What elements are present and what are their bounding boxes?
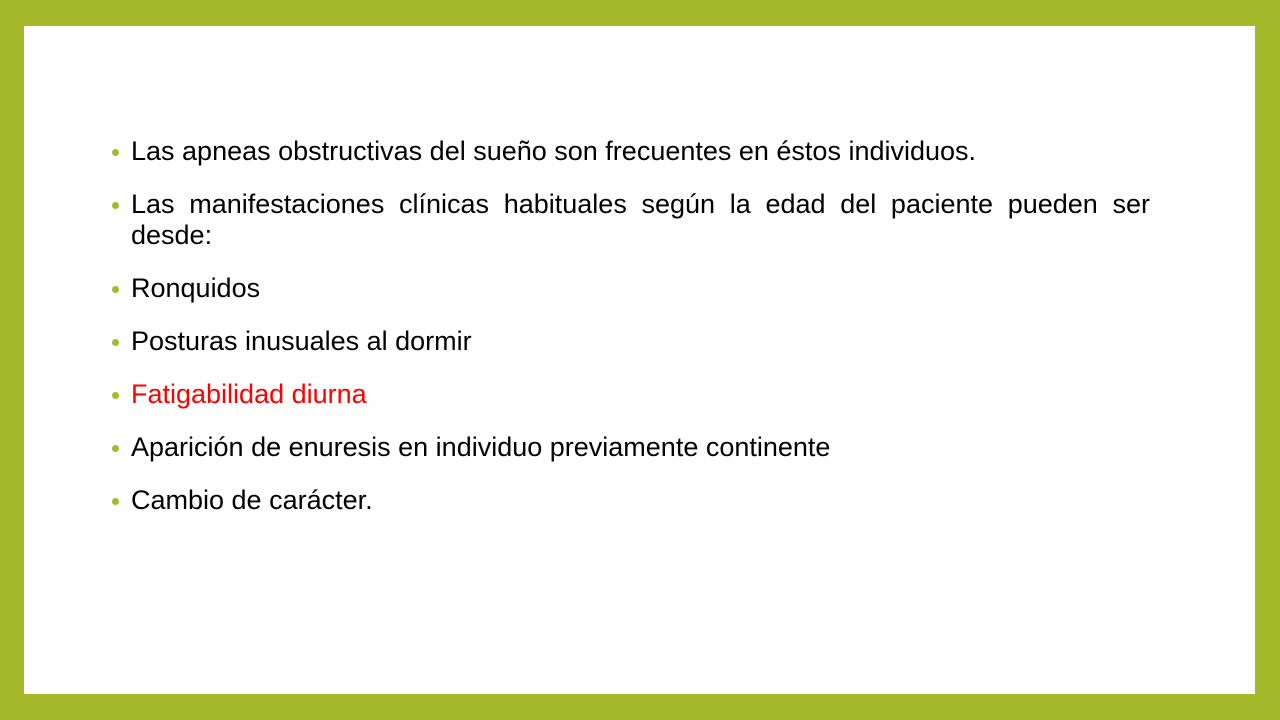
bullet-item [112,189,1150,251]
bullet-text: Ronquidos [131,273,261,303]
bullet-dot-icon [112,392,119,399]
bullet-item [112,326,1150,357]
bullet-text: Las apneas obstructivas del sueño son frecuentes en éstos individuos. [131,136,977,166]
bullet-text: Cambio de carácter. [131,485,373,515]
bullet-item [112,432,1150,463]
bullet-dot-icon [112,286,119,293]
bullet-item [112,136,1150,167]
bullet-item-highlighted [112,379,1150,410]
bullet-dot-icon [112,339,119,346]
bullet-item [112,485,1150,516]
bullet-text: Posturas inusuales al dormir [131,326,472,356]
slide-content-area [24,26,1255,694]
bullet-item [112,273,1150,304]
bullet-dot-icon [112,202,119,209]
bullet-dot-icon [112,149,119,156]
bullet-text: Aparición de enuresis en individuo previamente continente [131,432,831,462]
bullet-list [112,136,1150,538]
bullet-text: Fatigabilidad diurna [131,379,367,409]
bullet-dot-icon [112,498,119,505]
bullet-text: Las manifestaciones clínicas habituales según la edad del paciente pueden ser desde: [131,189,1150,250]
bullet-dot-icon [112,445,119,452]
